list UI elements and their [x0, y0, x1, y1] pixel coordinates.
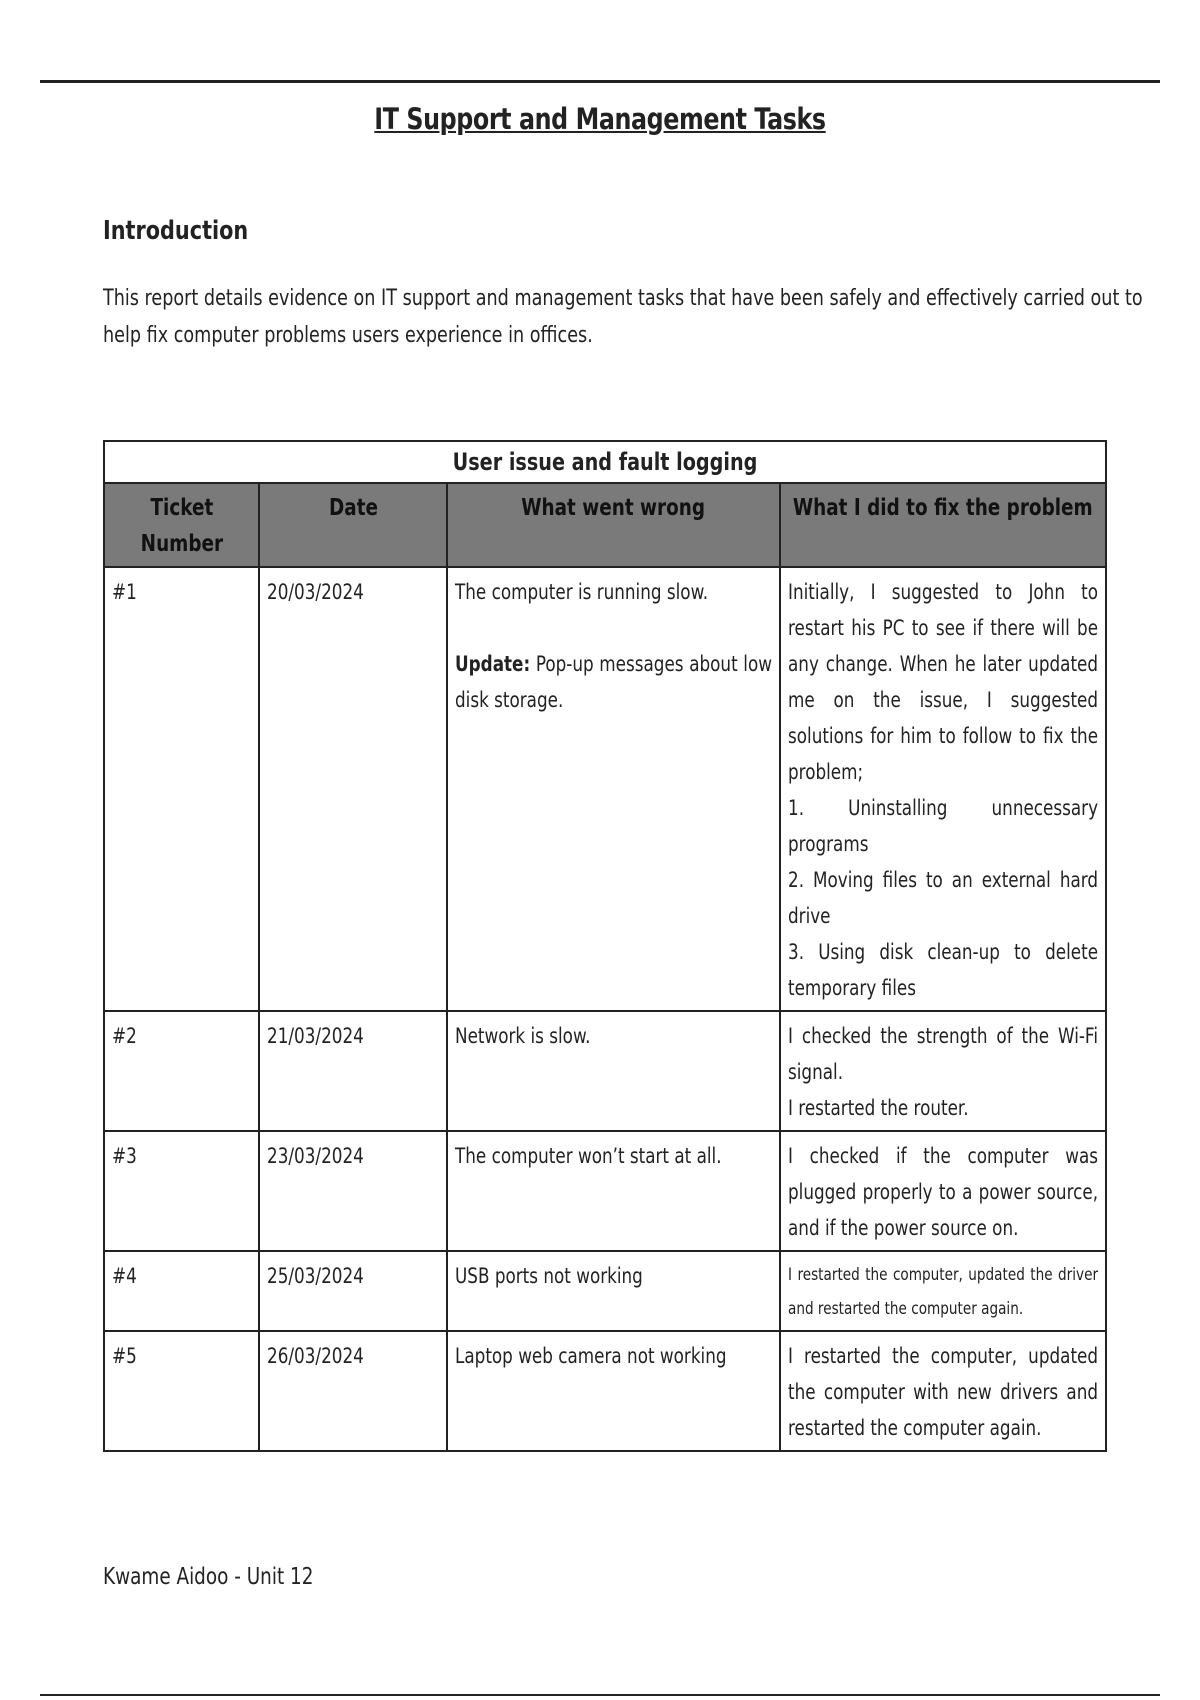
ticket-number: #1: [112, 580, 137, 604]
update-label: Update:: [455, 652, 531, 676]
date-cell: [259, 567, 447, 1011]
footer-text: Kwame Aidoo - Unit 12: [103, 1564, 314, 1590]
column-header-ticket-text: Ticket Number: [140, 495, 223, 557]
wrong-cell: [447, 1251, 780, 1331]
date-cell: [259, 1331, 447, 1451]
fix-text: I restarted the computer, updated the computer with new drivers and restarted the computer again.: [788, 1344, 1099, 1440]
ticket-date: 20/03/2024: [267, 580, 364, 604]
ticket-number: #3: [112, 1144, 137, 1168]
wrong-text: The computer is running slow.: [455, 580, 709, 604]
wrong-cell: [447, 1131, 780, 1251]
fix-description: [788, 1018, 1098, 1126]
ticket-date: 21/03/2024: [267, 1024, 364, 1048]
ticket-cell: [104, 567, 259, 1011]
column-header-fix: [780, 483, 1106, 567]
column-header-ticket: [104, 483, 259, 567]
update-text: Pop-up messages about low disk storage.: [455, 652, 772, 712]
wrong-description: [455, 574, 772, 718]
top-rule: [40, 80, 1160, 83]
table-caption-text: User issue and fault logging: [452, 448, 758, 476]
fix-text-2: I restarted the router.: [788, 1096, 969, 1120]
column-header-fix-text: What I did to fix the problem: [793, 495, 1093, 521]
ticket-date: 23/03/2024: [267, 1144, 364, 1168]
wrong-cell: [447, 1011, 780, 1131]
column-header-date: [259, 483, 447, 567]
fix-step: 1. Uninstalling unnecessary programs: [788, 796, 1099, 856]
fault-log-table: [103, 440, 1107, 1452]
wrong-cell: [447, 1331, 780, 1451]
ticket-date: 25/03/2024: [267, 1264, 364, 1288]
fix-cell: [780, 1251, 1106, 1331]
date-cell: [259, 1131, 447, 1251]
column-header-date-text: Date: [328, 495, 378, 521]
table-caption-row: [104, 441, 1106, 483]
intro-heading: [103, 216, 285, 246]
column-header-wrong: [447, 483, 780, 567]
ticket-number: #2: [112, 1024, 137, 1048]
table-row: [104, 1251, 1106, 1331]
date-cell: [259, 1251, 447, 1331]
page-footer: [103, 1564, 366, 1590]
table-row: [104, 1331, 1106, 1451]
intro-heading-text: Introduction: [103, 216, 249, 246]
fix-text: I restarted the computer, updated the driver and restarted the computer again.: [788, 1265, 1099, 1319]
fix-step: 3. Using disk clean-up to delete temporary files: [788, 940, 1099, 1000]
intro-paragraph: [103, 280, 1143, 354]
fix-cell: [780, 1331, 1106, 1451]
wrong-text: Network is slow.: [455, 1024, 591, 1048]
ticket-cell: [104, 1331, 259, 1451]
table-caption: [104, 441, 1106, 483]
table-row: [104, 567, 1106, 1011]
ticket-cell: [104, 1251, 259, 1331]
fix-cell: [780, 1131, 1106, 1251]
fix-text: I checked the strength of the Wi-Fi signal.: [788, 1024, 1099, 1084]
wrong-cell: [447, 567, 780, 1011]
ticket-number: #5: [112, 1344, 137, 1368]
bottom-rule: [40, 1694, 1160, 1696]
column-header-wrong-text: What went wrong: [521, 495, 706, 521]
ticket-cell: [104, 1011, 259, 1131]
fix-cell: [780, 567, 1106, 1011]
fix-text: I checked if the computer was plugged properly to a power source, and if the power source on.: [788, 1144, 1099, 1240]
table-row: [104, 1131, 1106, 1251]
ticket-number: #4: [112, 1264, 137, 1288]
table-row: [104, 1011, 1106, 1131]
table-header-row: [104, 483, 1106, 567]
fix-text: Initially, I suggested to John to restart his PC to see if there will be any change. When he later updated me on the issue, I suggested solutions for him to follow to fix the problem;: [788, 580, 1099, 784]
spacer: [455, 610, 772, 646]
page-title: IT Support and Management Tasks: [374, 102, 826, 136]
wrong-text: The computer won’t start at all.: [455, 1144, 722, 1168]
wrong-text: Laptop web camera not working: [455, 1344, 727, 1368]
fix-cell: [780, 1011, 1106, 1131]
intro-paragraph-text: This report details evidence on IT support and management tasks that have been safely and effectively carried out to help fix computer problems users experience in offices.: [103, 286, 1143, 348]
ticket-date: 26/03/2024: [267, 1344, 364, 1368]
fix-description: [788, 574, 1098, 1006]
ticket-cell: [104, 1131, 259, 1251]
fix-step: 2. Moving files to an external hard drive: [788, 868, 1099, 928]
wrong-text: USB ports not working: [455, 1264, 643, 1288]
date-cell: [259, 1011, 447, 1131]
